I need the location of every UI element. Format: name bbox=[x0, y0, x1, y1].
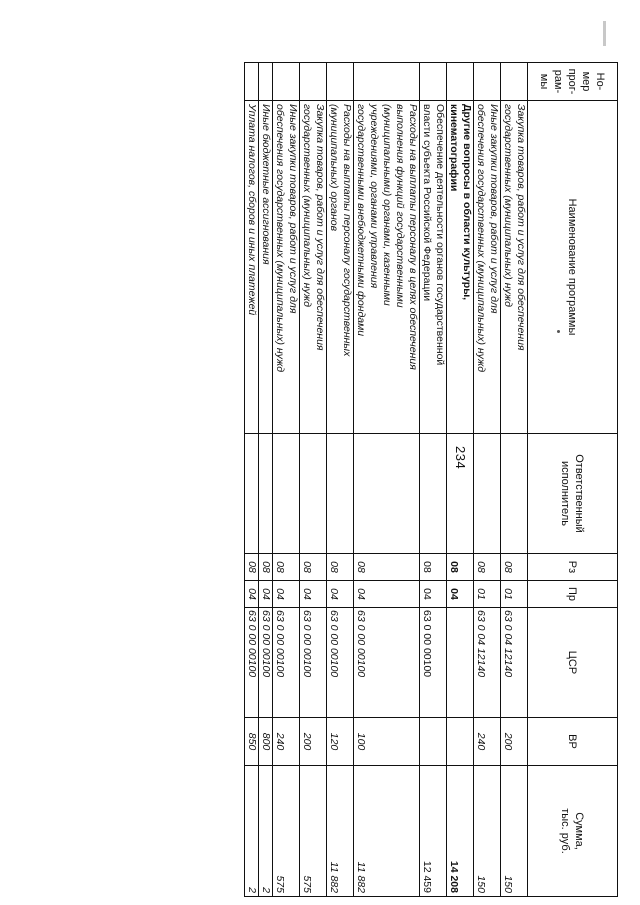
cell-vr: 120 bbox=[327, 718, 354, 766]
header-program-number: Но- мер прог- рам- мы bbox=[528, 63, 618, 101]
cell-vr: 200 bbox=[300, 718, 327, 766]
program-name-line: Обеспечение деятельности органов государственной bbox=[434, 104, 446, 366]
budget-table bbox=[244, 62, 618, 897]
cell-rz: 08 bbox=[273, 554, 300, 581]
cell-rz: 08 bbox=[420, 554, 447, 581]
table-row bbox=[245, 63, 259, 897]
cell-pr: 01 bbox=[501, 581, 528, 608]
cell-csr: 63 0 00 00100 bbox=[259, 608, 273, 718]
program-name-line: выполнения функций государственными bbox=[394, 104, 406, 308]
header-sum: Сумма, тыс. руб. bbox=[528, 766, 618, 897]
cell-rz: 08 bbox=[300, 554, 327, 581]
table-row bbox=[327, 63, 354, 897]
cell-program-number bbox=[300, 63, 327, 101]
program-name-line: Закупка товаров, работ и услуг для обеспечения bbox=[515, 104, 527, 351]
table-body bbox=[245, 63, 528, 897]
cell-program-name bbox=[501, 101, 528, 434]
cell-vr bbox=[447, 718, 474, 766]
cell-csr: 63 0 00 00100 bbox=[327, 608, 354, 718]
cell-program-number bbox=[420, 63, 447, 101]
cell-sum: 14 208 bbox=[447, 766, 474, 897]
cell-program-name bbox=[420, 101, 447, 434]
table-row bbox=[474, 63, 501, 897]
cell-csr bbox=[447, 608, 474, 718]
program-name-line: обеспечения государственных (муниципальных) нужд bbox=[475, 104, 487, 373]
cell-pr: 04 bbox=[245, 581, 259, 608]
cell-executor bbox=[273, 434, 300, 554]
cell-sum: 150 bbox=[501, 766, 528, 897]
program-name-line: Иные закупки товаров, работ и услуг для bbox=[488, 104, 500, 314]
cell-sum: 2 bbox=[259, 766, 273, 897]
program-name-line: Уплата налогов, сборов и иных платежей bbox=[246, 104, 258, 316]
cell-program-number bbox=[501, 63, 528, 101]
cell-sum: 150 bbox=[474, 766, 501, 897]
cell-rz: 08 bbox=[354, 554, 420, 581]
cell-csr: 63 0 00 00100 bbox=[354, 608, 420, 718]
cell-program-name bbox=[259, 101, 273, 434]
cell-program-number bbox=[354, 63, 420, 101]
cell-pr: 04 bbox=[354, 581, 420, 608]
cell-program-name bbox=[447, 101, 474, 434]
cell-program-number bbox=[245, 63, 259, 101]
table-row bbox=[420, 63, 447, 897]
cell-executor bbox=[354, 434, 420, 554]
program-name-line: власти субъекта Российской Федерации bbox=[421, 104, 433, 302]
cell-csr: 63 0 00 00100 bbox=[245, 608, 259, 718]
table-row bbox=[447, 63, 474, 897]
cell-pr: 04 bbox=[300, 581, 327, 608]
table-row bbox=[300, 63, 327, 897]
cell-executor bbox=[327, 434, 354, 554]
program-name-line: обеспечения государственных (муниципальных) нужд bbox=[274, 104, 286, 373]
cell-sum: 12 459 bbox=[420, 766, 447, 897]
cell-program-number bbox=[273, 63, 300, 101]
program-name-line: Закупка товаров, работ и услуг для обеспечения bbox=[314, 104, 326, 351]
header-program-name: Наименование программы bbox=[528, 101, 618, 434]
program-name-line: государственными внебюджетными фондами bbox=[355, 104, 367, 337]
cell-sum: 575 bbox=[300, 766, 327, 897]
program-name-line: государственных (муниципальных) нужд bbox=[301, 104, 313, 307]
cell-vr: 850 bbox=[245, 718, 259, 766]
cell-program-name bbox=[273, 101, 300, 434]
cell-rz: 08 bbox=[501, 554, 528, 581]
table-header-row bbox=[528, 63, 618, 897]
cell-executor bbox=[259, 434, 273, 554]
cell-pr: 04 bbox=[273, 581, 300, 608]
program-name-line: учреждениями, органами управления bbox=[368, 104, 380, 289]
cell-program-name bbox=[474, 101, 501, 434]
scan-mark bbox=[603, 21, 606, 46]
cell-vr: 100 bbox=[354, 718, 420, 766]
program-name-line: Иные бюджетные ассигнования bbox=[260, 104, 272, 265]
cell-vr: 200 bbox=[501, 718, 528, 766]
cell-pr: 01 bbox=[474, 581, 501, 608]
cell-sum: 11 882 bbox=[327, 766, 354, 897]
cell-sum: 11 882 bbox=[354, 766, 420, 897]
cell-program-number bbox=[259, 63, 273, 101]
cell-vr: 800 bbox=[259, 718, 273, 766]
cell-rz: 08 bbox=[259, 554, 273, 581]
cell-csr: 63 0 00 00100 bbox=[420, 608, 447, 718]
header-pr: Пр bbox=[528, 581, 618, 608]
header-executor: Ответственный исполнитель bbox=[528, 434, 618, 554]
cell-csr: 63 0 00 00100 bbox=[300, 608, 327, 718]
cell-rz: 08 bbox=[447, 554, 474, 581]
program-name-line: кинематографии bbox=[448, 104, 460, 192]
program-name-line: Расходы на выплаты персоналу в целях обеспечения bbox=[407, 104, 419, 370]
cell-rz: 08 bbox=[474, 554, 501, 581]
cell-csr: 63 0 00 00100 bbox=[273, 608, 300, 718]
cell-program-name bbox=[300, 101, 327, 434]
cell-program-number bbox=[474, 63, 501, 101]
cell-vr bbox=[420, 718, 447, 766]
cell-rz: 08 bbox=[327, 554, 354, 581]
cell-executor bbox=[474, 434, 501, 554]
program-name-line: Иные закупки товаров, работ и услуг для bbox=[287, 104, 299, 314]
cell-executor bbox=[300, 434, 327, 554]
cell-executor bbox=[245, 434, 259, 554]
cell-program-name bbox=[245, 101, 259, 434]
table-row bbox=[354, 63, 420, 897]
cell-csr: 63 0 04 12140 bbox=[474, 608, 501, 718]
table-row bbox=[501, 63, 528, 897]
cell-program-name bbox=[327, 101, 354, 434]
cell-rz: 08 bbox=[245, 554, 259, 581]
cell-pr: 04 bbox=[259, 581, 273, 608]
cell-executor bbox=[420, 434, 447, 554]
header-csr: ЦСР bbox=[528, 608, 618, 718]
cell-executor bbox=[447, 434, 474, 554]
cell-csr: 63 0 04 12140 bbox=[501, 608, 528, 718]
cell-program-number bbox=[327, 63, 354, 101]
header-vr: ВР bbox=[528, 718, 618, 766]
cell-pr: 04 bbox=[420, 581, 447, 608]
cell-program-name bbox=[354, 101, 420, 434]
cell-executor bbox=[501, 434, 528, 554]
table-row bbox=[259, 63, 273, 897]
table-row bbox=[273, 63, 300, 897]
program-name-line: Другие вопросы в области культуры, bbox=[461, 104, 473, 301]
cell-pr: 04 bbox=[447, 581, 474, 608]
cell-pr: 04 bbox=[327, 581, 354, 608]
program-name-line: (муниципальными) органами, казенными bbox=[381, 104, 393, 306]
program-name-line: (муниципальных) органов bbox=[328, 104, 340, 232]
program-name-line: Расходы на выплаты персоналу государственных bbox=[341, 104, 353, 357]
program-name-line: государственных (муниципальных) нужд bbox=[502, 104, 514, 307]
page-number: 234 bbox=[453, 446, 468, 470]
cell-sum: 2 bbox=[245, 766, 259, 897]
cell-vr: 240 bbox=[273, 718, 300, 766]
header-rz: Рз bbox=[528, 554, 618, 581]
cell-program-number bbox=[447, 63, 474, 101]
cell-sum: 575 bbox=[273, 766, 300, 897]
cell-vr: 240 bbox=[474, 718, 501, 766]
